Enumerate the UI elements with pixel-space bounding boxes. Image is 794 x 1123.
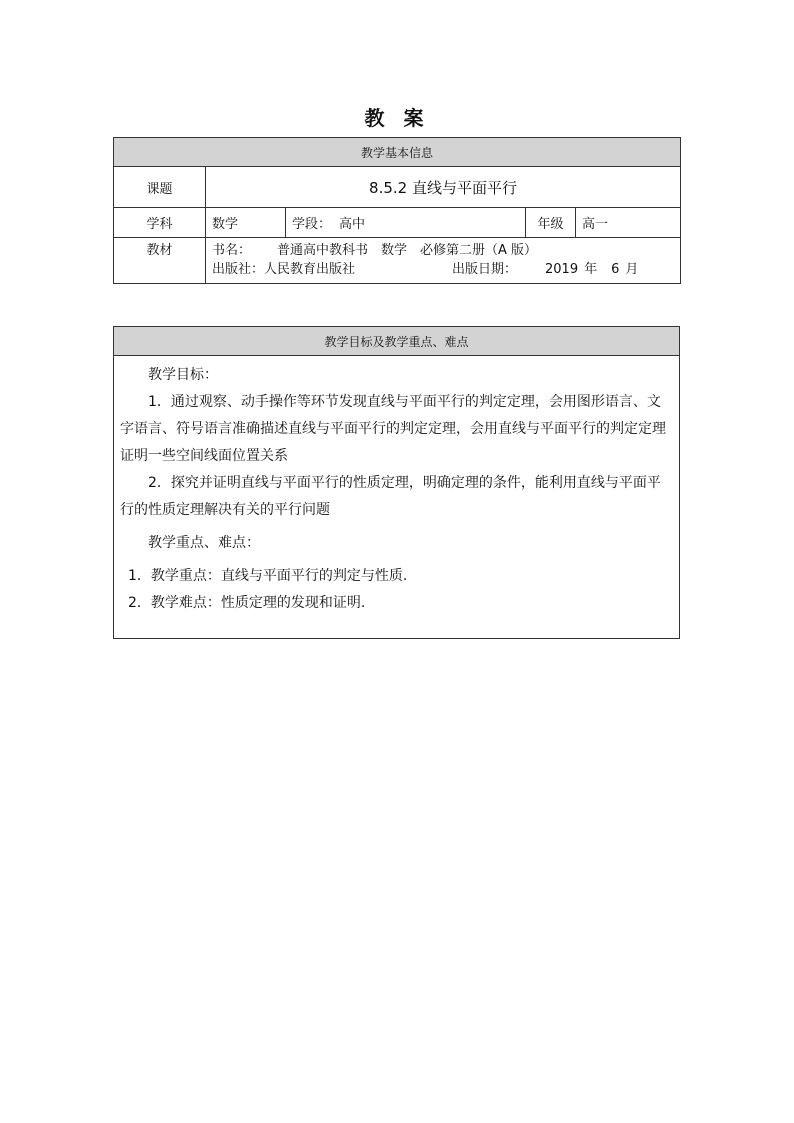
document-title: 教 案 — [364, 106, 430, 130]
grade-value: 高一 — [576, 208, 681, 238]
pubdate-label: 出版日期： — [452, 262, 518, 277]
topic-value: 8.5.2 直线与平面平行 — [206, 167, 681, 208]
textbook-label: 教材 — [114, 238, 206, 284]
objectives-heading: 教学目标： — [148, 367, 218, 383]
pubdate-month-unit: 月 — [625, 262, 639, 277]
subject-value: 数学 — [206, 208, 286, 238]
subject-label: 学科 — [114, 208, 206, 238]
key-difficult-heading: 教学重点、难点： — [148, 535, 260, 551]
teaching-goals-table — [113, 326, 680, 639]
pubdate-month: 6 — [611, 262, 620, 277]
textbook-details — [206, 238, 681, 284]
publisher-label: 出版社： — [212, 262, 265, 277]
objective-1: 1．通过观察、动手操作等环节发现直线与平面平行的判定定理，会用图形语言、文字语言、符号语言准确描述直线与平面平行的判定定理，会用直线与平面平行的判定定理证明一些空间线面位置关系 — [120, 394, 666, 464]
publisher-value: 人民教育出版社 — [264, 262, 356, 277]
goals-header: 教学目标及教学重点、难点 — [114, 327, 680, 356]
pubdate-year-unit: 年 — [584, 262, 598, 277]
basic-info-header: 教学基本信息 — [114, 138, 681, 167]
grade-label: 年级 — [526, 208, 576, 238]
book-name-value: 普通高中教科书 数学 必修第二册（A 版） — [277, 243, 538, 258]
stage-cell — [286, 208, 526, 238]
publisher-line — [212, 260, 674, 279]
stage-value: 高中 — [339, 217, 366, 232]
topic-label: 课题 — [114, 167, 206, 208]
book-name-label: 书名： — [212, 243, 252, 258]
difficult-point: 2．教学难点：性质定理的发现和证明. — [128, 595, 366, 611]
pubdate-year: 2019 — [545, 262, 579, 277]
key-point: 1．教学重点：直线与平面平行的判定与性质. — [128, 568, 408, 584]
basic-info-table — [113, 137, 681, 284]
book-name-line — [212, 241, 674, 260]
stage-label: 学段： — [292, 217, 332, 232]
goals-body — [114, 356, 680, 639]
objective-2: 2．探究并证明直线与平面平行的性质定理，明确定理的条件，能利用直线与平面平行的性质定理解决有关的平行问题 — [120, 475, 661, 518]
